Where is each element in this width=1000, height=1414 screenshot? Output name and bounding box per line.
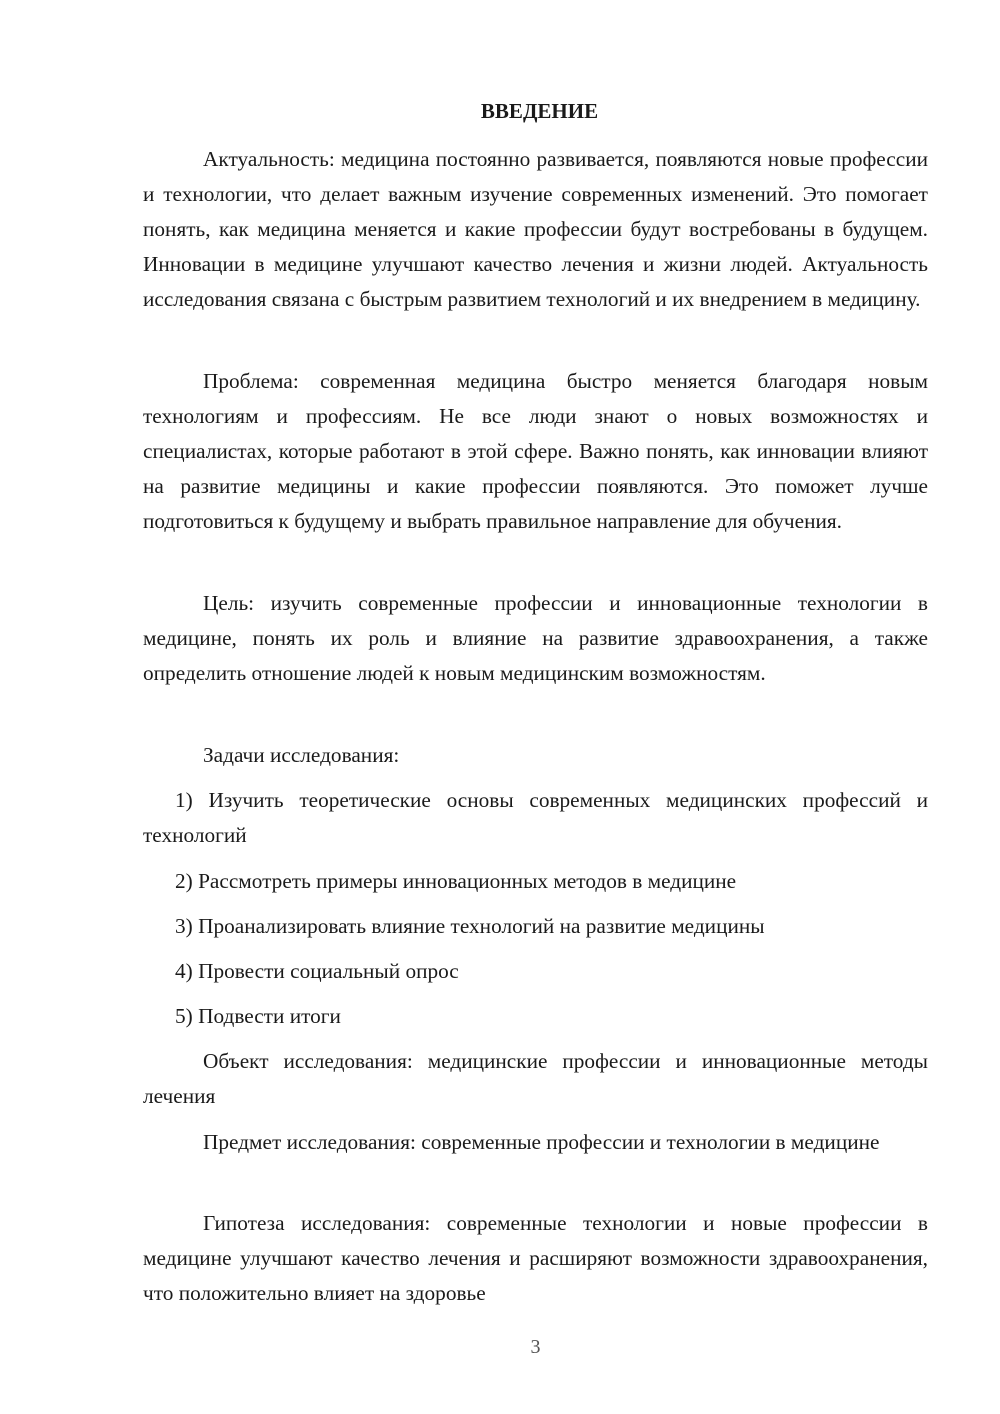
task-item-3: 3) Проанализировать влияние технологий на развитие медицины (175, 914, 765, 938)
tasks-title: Задачи исследования: (203, 743, 400, 767)
document-page (143, 0, 928, 1414)
paragraph-hypothesis: Гипотеза исследования: современные технологии и новые профессии в медицине улучшают качество лечения и расширяют возможности здравоохранения, что положительно влияет на здоровье (143, 1211, 928, 1305)
section-heading: ВВЕДЕНИЕ (480, 99, 599, 123)
task-item-4: 4) Провести социальный опрос (175, 959, 459, 983)
paragraph-goal: Цель: изучить современные профессии и инновационные технологии в медицине, понять их роль и влияние на развитие здравоохранения, а также определить отношение людей к новым медицинским возможностям. (143, 591, 928, 685)
page-number: 3 (530, 1336, 541, 1358)
task-item-1: 1) Изучить теоретические основы современных медицинских профессий и технологий (143, 788, 928, 847)
paragraph-problem: Проблема: современная медицина быстро меняется благодаря новым технологиям и профессиям. Не все люди знают о новых возможностях и специалистах, которые работают в этой сфере. Важно понять, как инновации влияют на развитие медицины и какие профессии появляются. Это поможет лучше подготовиться к будущему и выбрать правильное направление для обучения. (143, 369, 928, 533)
paragraph-subject: Предмет исследования: современные профессии и технологии в медицине (203, 1130, 880, 1154)
task-item-5: 5) Подвести итоги (175, 1004, 341, 1028)
paragraph-relevance: Актуальность: медицина постоянно развивается, появляются новые профессии и технологии, что делает важным изучение современных изменений. Это помогает понять, как медицина меняется и какие профессии будут востребованы в будущем. Инновации в медицине улучшают качество лечения и жизни людей. Актуальность исследования связана с быстрым развитием технологий и их внедрением в медицину. (143, 147, 928, 311)
task-item-2: 2) Рассмотреть примеры инновационных методов в медицине (175, 869, 737, 893)
paragraph-object: Объект исследования: медицинские профессии и инновационные методы лечения (143, 1049, 928, 1108)
